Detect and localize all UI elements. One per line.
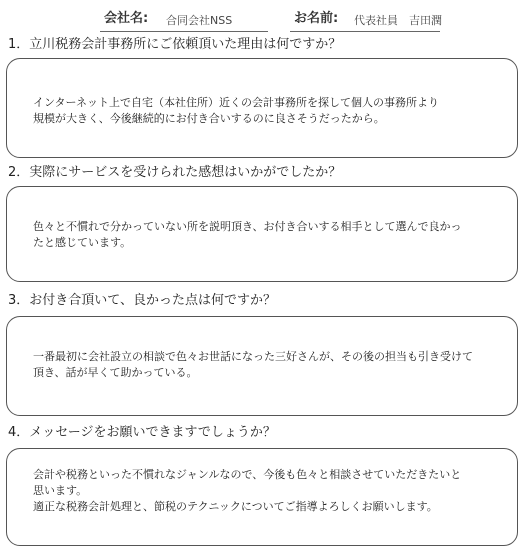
answer-1-text [33,95,439,127]
company-value: 合同会社NSS [166,14,233,27]
answer-1-box [6,58,518,158]
answer-1-line-2: 規模が大きく、今後継続的にお付き合いするのに良さそうだったから。 [33,112,385,125]
answer-2-box [6,186,518,282]
form-header [0,10,532,30]
name-label: お名前: [294,11,339,26]
answer-2-line-2: たと感じています。 [33,236,132,249]
answer-4-box [6,448,518,546]
answer-3-box [6,316,518,416]
answer-1-line-1: インターネット上で自宅（本社住所）近くの会計事務所を探して個人の事務所より [33,96,440,109]
answer-4-line-3: 適正な税務会計処理と、節税のテクニックについてご指導よろしくお願いします。 [33,500,438,513]
answer-3-text [33,349,473,381]
question-1-label: 1．立川税務会計事務所にご依頼頂いた理由は何ですか？ [8,37,342,52]
answer-2-line-1: 色々と不慣れで分かっていない所を説明頂き、お付き合いする相手として選んで良かっ [33,220,462,233]
name-underline [290,31,440,32]
question-4-label: 4．メッセージをお願いできますでしょうか？ [8,425,276,440]
answer-3-line-1: 一番最初に会社設立の相談で色々お世話になった三好さんが、その後の担当も引き受けて [33,350,473,363]
answer-4-line-2: 思います。 [33,484,88,497]
company-label: 会社名: [104,11,149,26]
answer-3-line-2: 頂き、話が早くて助かっている。 [33,366,198,379]
answer-2-text [33,219,462,251]
question-2-label: 2．実際にサービスを受けられた感想はいかがでしたか？ [8,165,342,180]
company-underline [100,31,268,32]
answer-4-text [33,467,461,515]
question-3-label: 3．お付き合頂いて、良かった点は何ですか？ [8,293,277,308]
name-value: 代表社員 吉田潤 [354,14,442,27]
answer-4-line-1: 会計や税務といった不慣れなジャンルなので、今後も色々と相談させていただきたいと [33,468,462,481]
